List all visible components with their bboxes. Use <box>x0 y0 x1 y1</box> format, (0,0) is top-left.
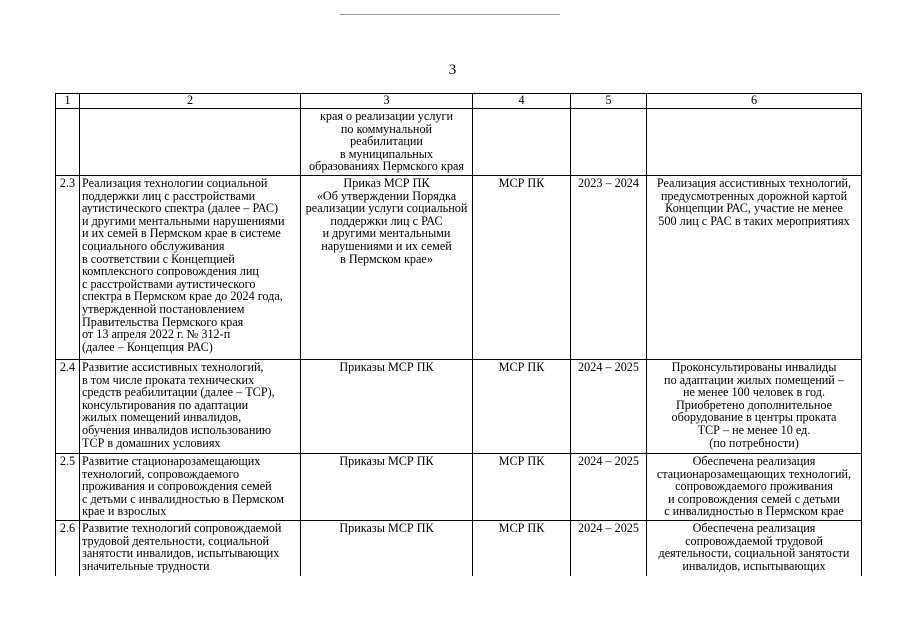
text-line: значительные трудности <box>82 558 210 573</box>
row-number: 2.4 <box>56 360 80 454</box>
measure-name <box>80 176 301 360</box>
text-line: Реализация технологии социальной <box>82 176 268 190</box>
text-line: проживания и сопровождения семей <box>82 479 272 494</box>
text-line: нарушениями и их семей <box>321 238 452 253</box>
text-line: технологий, сопровождаемого <box>82 466 240 481</box>
text-line: в Пермском крае» <box>340 251 433 266</box>
measure-name <box>80 109 301 176</box>
text-line: трудовой деятельности, социальной <box>82 533 270 548</box>
text-line: не менее 100 человек в год. <box>682 385 826 400</box>
text-line: Реализация ассистивных технологий, <box>656 176 852 190</box>
measure-name <box>80 454 301 521</box>
text-line: «Об утверждении Порядка <box>316 188 457 203</box>
text-line: образованиях Пермского края <box>309 159 464 174</box>
legal-document <box>301 109 473 176</box>
legal-document <box>301 454 473 521</box>
text-line: предусмотренных дорожной картой <box>660 188 848 203</box>
text-line: Развитие стационарозамещающих <box>82 454 261 468</box>
expected-result <box>647 360 862 454</box>
text-line: оборудование в центры проката <box>671 410 837 425</box>
period <box>571 109 647 176</box>
text-line: и сопровождения семей с детьми <box>668 491 840 506</box>
text-line: Развитие ассистивных технологий, <box>82 360 264 374</box>
text-line: Концепции РАС, участие не менее <box>665 201 843 216</box>
executor: МСР ПК <box>473 454 571 521</box>
text-line: края о реализации услуги <box>319 109 454 123</box>
text-line: утвержденной постановлением <box>82 301 245 316</box>
text-line: спектра в Пермском крае до 2024 года, <box>82 289 283 304</box>
period: 2023 – 2024 <box>571 176 647 360</box>
text-line: (далее – Концепция РАС) <box>82 339 213 354</box>
page-number: 3 <box>448 62 457 78</box>
text-line: по коммунальной <box>340 121 433 136</box>
text-line: реабилитации <box>350 134 423 149</box>
executor: МСР ПК <box>473 176 571 360</box>
text-line: крае и взрослых <box>82 504 167 519</box>
executor <box>473 109 571 176</box>
text-line: ТСР – не менее 10 ед. <box>697 422 811 437</box>
measure-name <box>80 360 301 454</box>
text-line: обучения инвалидов использованию <box>82 422 272 437</box>
executor: МСР ПК <box>473 520 571 576</box>
text-line: Обеспечена реализация <box>692 520 816 535</box>
text-line: комплексного сопровождения лиц <box>82 264 259 279</box>
header-cell: 3 <box>301 94 473 109</box>
text-line: реализации услуги социальной <box>305 201 468 216</box>
header-cell: 1 <box>56 94 80 109</box>
text-line: и другими ментальными нарушениями <box>82 213 285 228</box>
text-line: консультирования по адаптации <box>82 397 249 412</box>
legal-document <box>301 520 473 576</box>
header-row <box>56 94 862 109</box>
text-line: Приказы МСР ПК <box>339 360 434 374</box>
text-line: жилых помещений инвалидов, <box>82 410 242 425</box>
row-number <box>56 109 80 176</box>
text-line: с инвалидностью в Пермском крае <box>664 504 844 519</box>
plan-table <box>55 93 862 576</box>
header-cell: 4 <box>473 94 571 109</box>
table-row <box>56 520 862 576</box>
text-line: Приказы МСР ПК <box>339 520 434 535</box>
measure-name <box>80 520 301 576</box>
text-line: инвалидов, испытывающих <box>682 558 826 573</box>
table-row <box>56 454 862 521</box>
text-line: стационарозамещающих технологий, <box>656 466 852 481</box>
row-number: 2.5 <box>56 454 80 521</box>
text-line: занятости инвалидов, испытывающих <box>82 546 280 561</box>
expected-result <box>647 176 862 360</box>
period: 2024 – 2025 <box>571 454 647 521</box>
text-line: и их семей в Пермском крае в системе <box>82 226 281 241</box>
text-line: в том числе проката технических <box>82 372 255 387</box>
text-line: в соответствии с Концепцией <box>82 251 235 266</box>
text-line: Обеспечена реализация <box>692 454 816 468</box>
text-line: сопровождаемой трудовой <box>685 533 823 548</box>
text-line: с расстройствами аутистического <box>82 276 256 291</box>
expected-result <box>647 520 862 576</box>
text-line: Правительства Пермского края <box>82 314 244 329</box>
header-cell: 5 <box>571 94 647 109</box>
text-line: 500 лиц с РАС в таких мероприятиях <box>658 213 850 228</box>
table-row <box>56 360 862 454</box>
text-line: Приобретено дополнительное <box>675 397 833 412</box>
header-cell: 6 <box>647 94 862 109</box>
text-line: социального обслуживания <box>82 238 225 253</box>
text-line: в муниципальных <box>339 146 434 161</box>
legal-document <box>301 176 473 360</box>
text-line: и другими ментальными <box>322 226 451 241</box>
text-line: ТСР в домашних условиях <box>82 435 221 450</box>
top-rule <box>340 14 560 15</box>
table-row <box>56 109 862 176</box>
text-line: Приказ МСР ПК <box>343 176 430 190</box>
header-cell: 2 <box>80 94 301 109</box>
expected-result <box>647 109 862 176</box>
text-line: сопровождаемого проживания <box>675 479 833 494</box>
text-line: Приказы МСР ПК <box>339 454 434 468</box>
expected-result <box>647 454 862 521</box>
executor: МСР ПК <box>473 360 571 454</box>
legal-document <box>301 360 473 454</box>
text-line: Развитие технологий сопровождаемой <box>82 520 282 535</box>
text-line: Проконсультированы инвалиды <box>671 360 837 374</box>
text-line: поддержки лиц с РАС <box>330 213 443 228</box>
table-row <box>56 176 862 360</box>
text-line: средств реабилитации (далее – ТСР), <box>82 385 275 400</box>
row-number: 2.3 <box>56 176 80 360</box>
period: 2024 – 2025 <box>571 360 647 454</box>
text-line: по адаптации жилых помещений – <box>664 372 844 387</box>
text-line: аутистического спектра (далее – РАС) <box>82 201 279 216</box>
text-line: поддержки лиц с расстройствами <box>82 188 256 203</box>
text-line: (по потребности) <box>709 435 799 450</box>
text-line: деятельности, социальной занятости <box>658 546 850 561</box>
text-line: от 13 апреля 2022 г. № 312-п <box>82 327 231 342</box>
text-line: с детьми с инвалидностью в Пермском <box>82 491 284 506</box>
period: 2024 – 2025 <box>571 520 647 576</box>
row-number: 2.6 <box>56 520 80 576</box>
